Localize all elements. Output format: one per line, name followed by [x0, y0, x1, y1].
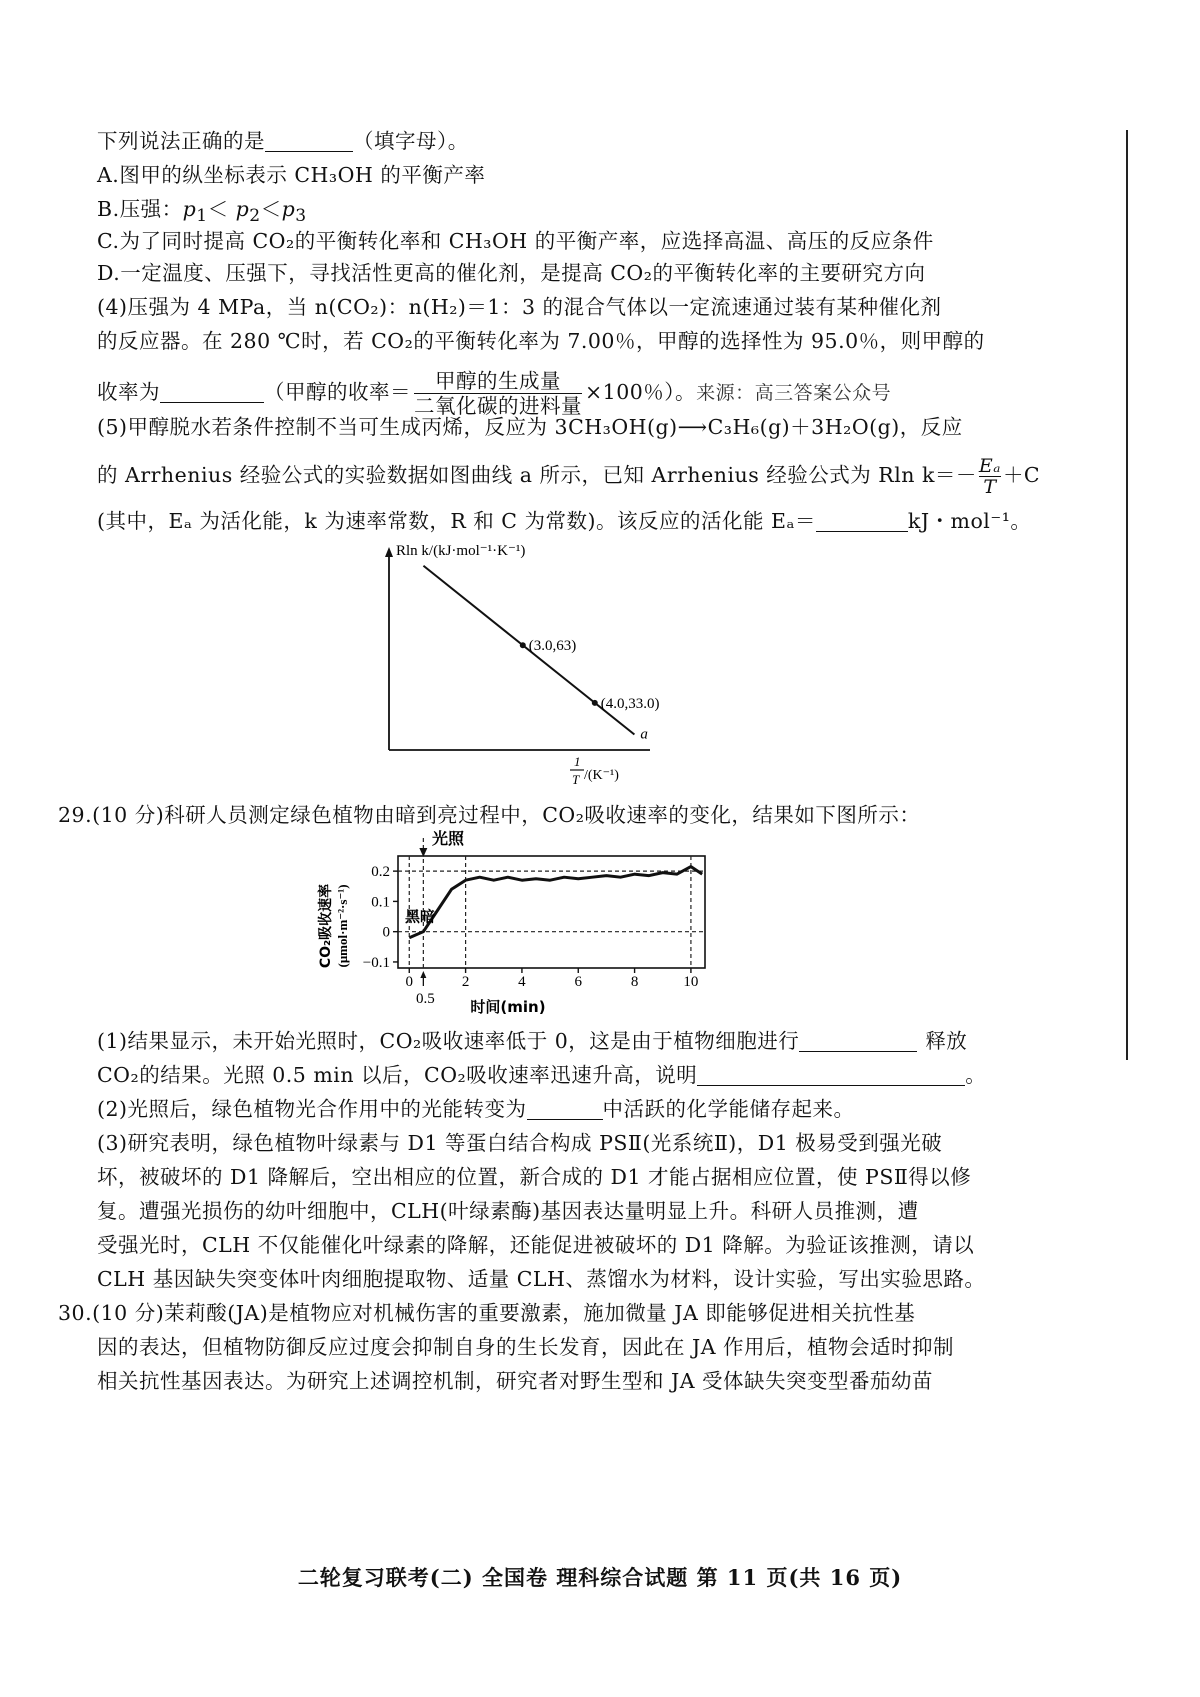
yield-fraction [414, 369, 582, 418]
part5-line3 [97, 506, 1097, 536]
answer-blank [160, 380, 264, 403]
q29-part1-tail: 释放 [925, 1029, 968, 1053]
q29-part3-line5: CLH 基因缺失突变体叶肉细胞提取物、适量 CLH、蒸馏水为材料，设计实验，写出实验思路。 [97, 1267, 986, 1291]
x-label-numerator: 1 [574, 754, 581, 769]
q29-part1-text: (1)结果显示，未开始光照时，CO₂吸收速率低于 0，这是由于植物细胞进行 [97, 1029, 800, 1053]
tick-arrow-icon [420, 971, 426, 978]
arrhenius-fraction [979, 456, 1001, 497]
q29-intro: 29.(10 分)科研人员测定绿色植物由暗到亮过程中，CO₂吸收速率的变化，结果如下图所示： [58, 803, 921, 827]
y-axis-label: Rln k/(kJ·mol⁻¹·K⁻¹) [396, 545, 526, 559]
x-axis-label: 时间(min) [470, 998, 546, 1016]
x-tick-label: 6 [574, 974, 583, 990]
y-tick-label: 0 [382, 924, 390, 941]
option-a: A.图甲的纵坐标表示 CH₃OH 的平衡产率 [97, 163, 486, 187]
co2-uptake-series [409, 867, 702, 938]
option-d: D.一定温度、压强下，寻找活性更高的催化剂，是提高 CO₂的平衡转化率的主要研究方向 [97, 261, 926, 285]
q30-line2: 因的表达，但植物防御反应过度会抑制自身的生长发育，因此在 JA 作用后，植物会适时抑制 [97, 1335, 955, 1359]
data-point [520, 642, 526, 648]
light-on-label: 光照 [432, 829, 465, 848]
source-watermark: 来源：高三答案公众号 [696, 382, 892, 404]
margin-rule [1126, 130, 1128, 1060]
y-tick-label: 0.2 [371, 864, 390, 881]
page-footer: 二轮复习联考(二) 全国卷 理科综合试题 第 11 页(共 16 页) [297, 1565, 903, 1590]
answer-blank [527, 1097, 603, 1120]
x-tick-label: 8 [630, 974, 639, 990]
x-tick-label: 10 [683, 974, 699, 990]
q29-part3-line4: 受强光时，CLH 不仅能催化叶绿素的降解，还能促进被破坏的 D1 降解。为验证该推测，请以 [97, 1233, 975, 1257]
x-tick-label: 4 [518, 974, 526, 990]
q29-part3-line3: 复。遭强光损伤的幼叶细胞中，CLH(叶绿素酶)基因表达量明显上升。科研人员推测，遭 [97, 1199, 919, 1223]
q28-intro: 下列说法正确的是 [97, 129, 265, 153]
q29-part1-line2 [97, 1060, 1097, 1090]
data-point-label: (3.0,63) [528, 638, 577, 655]
y-axis-label: CO₂吸收速率 [318, 883, 334, 969]
yield-def-label: （甲醇的收率＝ [264, 380, 411, 404]
y-axis-unit: (μmol·m⁻²·s⁻¹) [335, 884, 350, 968]
activation-energy-unit: kJ・mol⁻¹。 [907, 509, 1032, 533]
q30-line1: 30.(10 分)茉莉酸(JA)是植物应对机械伤害的重要激素，施加微量 JA 即能够促进相关抗性基 [58, 1301, 916, 1325]
activation-energy-text: (其中，Eₐ 为活化能，k 为速率常数，R 和 C 为常数)。该反应的活化能 Eₐ＝ [97, 509, 816, 533]
yield-label: 收率为 [97, 380, 160, 404]
y-tick-label: 0.1 [371, 894, 390, 911]
x-label-denominator: T [572, 772, 580, 787]
data-point [592, 700, 598, 706]
q29-part2 [97, 1094, 1097, 1124]
q29-part2-text: (2)光照后，绿色植物光合作用中的光能转变为 [97, 1097, 527, 1121]
y-tick-label: −0.1 [362, 954, 390, 971]
q29-part1-line1 [97, 1026, 1097, 1056]
q29-part2-tail: 中活跃的化学能储存起来。 [602, 1097, 855, 1121]
series-label-a: a [640, 726, 648, 743]
arrhenius-chart [370, 545, 690, 790]
x-label-unit: /(K⁻¹) [584, 768, 619, 783]
q28-intro-line [97, 126, 1097, 156]
co2-uptake-chart [300, 826, 740, 1016]
q28-intro-tail: （填字母）。 [353, 129, 469, 153]
fraction-numerator: Eₐ [978, 455, 1001, 477]
q29-part1-end: 。 [965, 1063, 987, 1087]
x-tick-label: 2 [461, 974, 470, 990]
dark-region-label: 黑暗 [405, 907, 436, 926]
option-b: B.压强：$p_1< p_2<p_3$ [97, 197, 307, 227]
answer-blank [697, 1063, 965, 1086]
q29-part3-line1: (3)研究表明，绿色植物叶绿素与 D1 等蛋白结合构成 PSⅡ(光系统Ⅱ)，D1 极易受到强光破 [97, 1131, 943, 1155]
answer-blank [816, 509, 908, 532]
x-tick-label: 0 [405, 974, 414, 990]
answer-blank [799, 1029, 917, 1052]
part5-line2 [97, 450, 1097, 500]
yield-def-tail: ×100％）。 [585, 380, 697, 404]
y-axis-arrow-icon [385, 547, 393, 557]
arrhenius-tail: ＋C [1002, 463, 1041, 487]
arrhenius-text: 的 Arrhenius 经验公式的实验数据如图曲线 a 所示，已知 Arrhenius 经验公式为 Rln k＝－ [97, 463, 977, 487]
q29-part3-line2: 坏，被破坏的 D1 降解后，空出相应的位置，新合成的 D1 才能占据相应位置，使 PSⅡ得以修 [97, 1165, 972, 1189]
x-extra-tick-label: 0.5 [415, 991, 435, 1007]
option-c: C.为了同时提高 CO₂的平衡转化率和 CH₃OH 的平衡产率，应选择高温、高压的反应条件 [97, 229, 934, 253]
option-b-label: B.压强： [97, 197, 183, 221]
fraction-numerator: 甲醇的生成量 [414, 369, 582, 394]
fraction-denominator: 二氧化碳的进料量 [414, 394, 582, 418]
q29-part1-text2: CO₂的结果。光照 0.5 min 以后，CO₂吸收速率迅速升高，说明 [97, 1063, 698, 1087]
q30-line3: 相关抗性基因表达。为研究上述调控机制，研究者对野生型和 JA 受体缺失突变型番茄幼苗 [97, 1369, 934, 1393]
fraction-denominator: T [983, 476, 997, 498]
part5-line1: (5)甲醇脱水若条件控制不当可生成丙烯，反应为 3CH₃OH(g)⟶C₃H₆(g)＋3H₂O(g)，反应 [97, 415, 963, 439]
part4-line1: (4)压强为 4 MPa，当 n(CO₂)：n(H₂)＝1：3 的混合气体以一定流速通过装有某种催化剂 [97, 295, 942, 319]
answer-blank [265, 129, 353, 152]
part4-line2: 的反应器。在 280 ℃时，若 CO₂的平衡转化率为 7.00％，甲醇的选择性为 95.0％，则甲醇的 [97, 329, 985, 353]
data-point-label: (4.0,33.0) [600, 695, 660, 712]
